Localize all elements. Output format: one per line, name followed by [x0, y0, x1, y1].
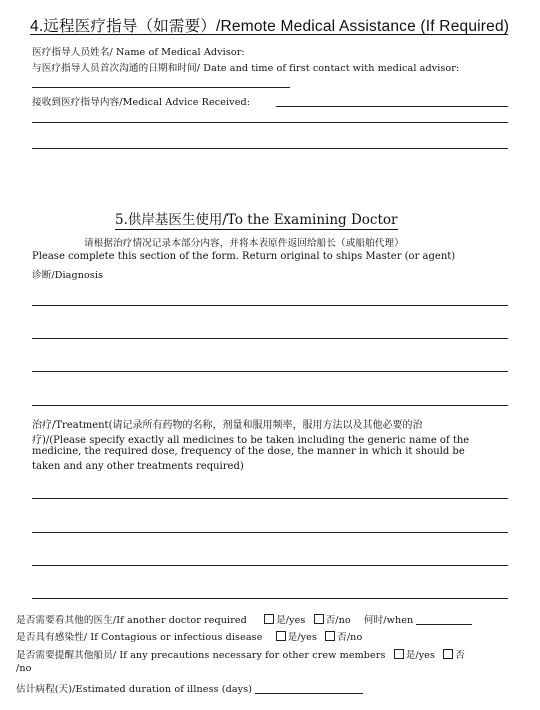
duration-field[interactable] [255, 693, 363, 694]
advice-line-2[interactable] [32, 122, 508, 123]
contagious-no-label: 否/no [337, 632, 363, 643]
another-doctor-yes-checkbox[interactable] [264, 614, 274, 624]
another-doctor-no-label: 否/no [325, 615, 351, 626]
treatment-line-2[interactable] [32, 532, 508, 533]
contagious-label: 是否具有感染性/ If Contagious or infectious disease [16, 632, 263, 643]
first-contact-label: 与医疗指导人员首次沟通的日期和时间/ Date and time of first contact with medical advisor: [32, 63, 460, 74]
duration-row [16, 681, 363, 695]
when-label: 何时/when [363, 615, 414, 626]
treatment-line-3[interactable] [32, 565, 508, 566]
treatment-line-1[interactable] [32, 498, 508, 499]
precautions-no-checkbox[interactable] [443, 649, 453, 659]
precautions-yes-label: 是/yes [405, 650, 436, 661]
another-doctor-yes-label: 是/yes [276, 615, 306, 626]
contagious-yes-label: 是/yes [287, 632, 317, 643]
diagnosis-label: 诊断/Diagnosis [32, 270, 104, 281]
diagnosis-line-1[interactable] [32, 305, 508, 306]
another-doctor-no-checkbox[interactable] [314, 614, 324, 624]
treatment-label-line-4: taken and any other treatments required) [32, 461, 244, 472]
diagnosis-line-2[interactable] [32, 338, 508, 339]
advice-received-label: 接收到医疗指导内容/Medical Advice Received: [32, 97, 251, 108]
treatment-label-line-2: 疗)/(Please specify exactly all medicines to be taken including the generic name of the [32, 435, 470, 446]
advice-received-field[interactable] [276, 106, 508, 107]
section-5-title: 5.供岸基医生使用/To the Examining Doctor [115, 208, 398, 230]
another-doctor-label: 是否需要看其他的医生/If another doctor required [16, 615, 247, 626]
contagious-yes-checkbox[interactable] [276, 631, 286, 641]
precautions-no-wrap: /no [16, 663, 32, 674]
instruction-chinese: 请根据治疗情况记录本部分内容，并将本表原件返回给船长（或船舶代理） [84, 238, 404, 249]
first-contact-field[interactable] [32, 87, 290, 88]
contagious-row [16, 629, 362, 643]
precautions-no-label: 否 [455, 650, 465, 661]
diagnosis-line-3[interactable] [32, 371, 508, 372]
section-4-title: 4.远程医疗指导（如需要）/Remote Medical Assistance (If Required) [30, 14, 508, 35]
advice-line-3[interactable] [32, 148, 508, 149]
another-doctor-row [16, 612, 472, 626]
treatment-label-line-3: medicine, the required dose, frequency of the dose, the manner in which it should be [32, 446, 465, 457]
contagious-no-checkbox[interactable] [325, 631, 335, 641]
treatment-label-line-1: 治疗/Treatment(请记录所有药物的名称，剂量和服用频率，服用方法以及其他必要的治 [32, 420, 423, 431]
precautions-yes-checkbox[interactable] [394, 649, 404, 659]
diagnosis-line-4[interactable] [32, 405, 508, 406]
precautions-row [16, 647, 465, 661]
treatment-line-4[interactable] [32, 598, 508, 599]
instruction-english: Please complete this section of the form. Return original to ships Master (or agent) [32, 251, 456, 262]
precautions-label: 是否需要提醒其他船员/ If any precautions necessary for other crew members [16, 650, 386, 661]
duration-label: 估计病程(天)/Estimated duration of illness (days) [16, 684, 253, 695]
advisor-name-label: 医疗指导人员姓名/ Name of Medical Advisor: [32, 47, 245, 58]
when-field[interactable] [416, 624, 472, 625]
